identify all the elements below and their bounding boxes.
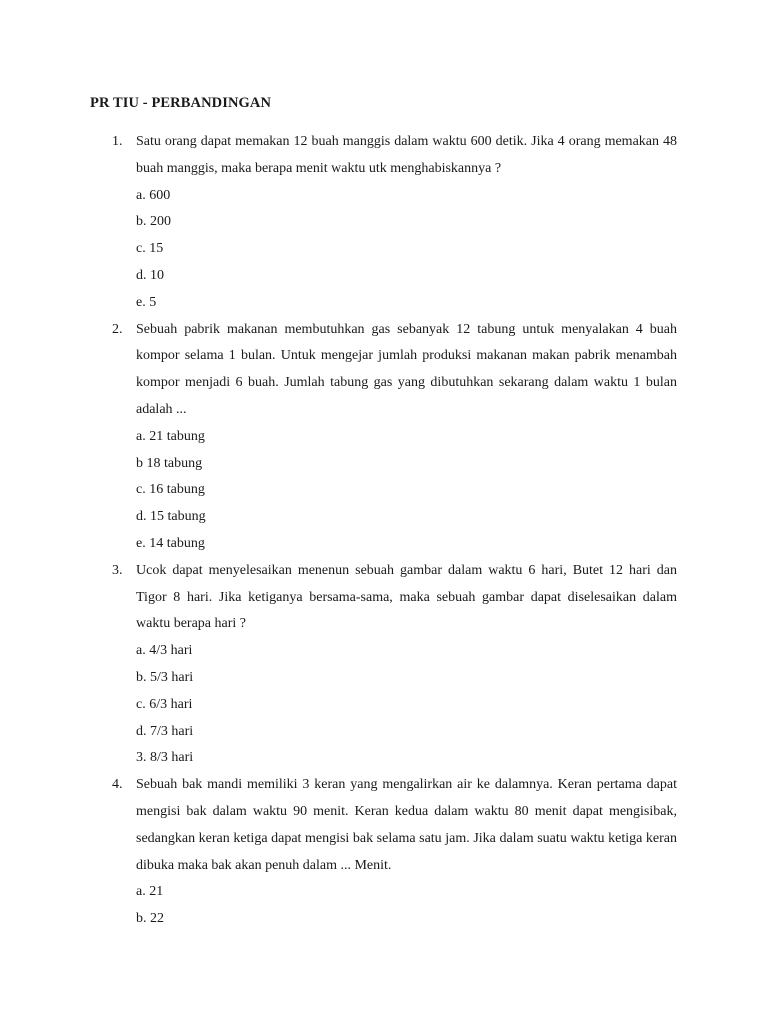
answer-option: d. 7/3 hari: [136, 723, 194, 739]
answer-option: c. 6/3 hari: [136, 696, 193, 712]
answer-option: d. 15 tabung: [136, 509, 206, 525]
question-number: 2.: [112, 321, 123, 337]
answer-options: [136, 424, 768, 558]
document-title: PR TIU - PERBANDINGAN: [90, 95, 272, 111]
answer-option: e. 14 tabung: [136, 535, 205, 551]
answer-option: c. 16 tabung: [136, 482, 205, 498]
question-text: Sebuah bak mandi memiliki 3 keran yang mengalirkan air ke dalamnya. Keran pertama dapat mengisi bak dalam waktu 90 menit. Keran kedua dalam waktu 80 menit dapat mengisibak, sedangkan keran ketiga dapat mengisi bak selama satu jam. Jika dalam suatu waktu ketiga keran dibuka maka bak akan penuh dalam ... Menit.: [136, 777, 677, 873]
answer-option: c. 15: [136, 241, 164, 257]
answer-option: b. 5/3 hari: [136, 669, 194, 685]
answer-option: a. 21 tabung: [136, 428, 205, 444]
answer-option: a. 600: [136, 187, 171, 203]
question-text: Satu orang dapat memakan 12 buah manggis dalam waktu 600 detik. Jika 4 orang memakan 48 buah manggis, maka berapa menit waktu utk menghabiskannya ?: [136, 134, 677, 176]
question-number: 1.: [112, 134, 123, 149]
question-item: [0, 129, 768, 317]
question-item: [0, 772, 768, 933]
answer-options: [136, 183, 768, 317]
answer-options: [136, 879, 768, 933]
answer-option: b 18 tabung: [136, 455, 203, 471]
answer-options: [136, 638, 768, 772]
question-item: [0, 317, 768, 558]
answer-option: e. 5: [136, 294, 157, 310]
answer-option: d. 10: [136, 267, 164, 283]
question-number: 3.: [112, 562, 123, 578]
question-text: Ucok dapat menyelesaikan menenun sebuah gambar dalam waktu 6 hari, Butet 12 hari dan Tigor 8 hari. Jika ketiganya bersama-sama, maka sebuah gambar dapat diselesaikan dalam waktu berapa hari ?: [136, 562, 677, 632]
question-list: [0, 129, 768, 933]
answer-option: 3. 8/3 hari: [136, 750, 194, 766]
question-item: [0, 558, 768, 772]
answer-option: b. 200: [136, 214, 171, 230]
answer-option: a. 21: [136, 884, 164, 900]
answer-option: a. 4/3 hari: [136, 643, 193, 659]
answer-option: b. 22: [136, 911, 164, 927]
question-number: 4.: [112, 777, 123, 793]
question-text: Sebuah pabrik makanan membutuhkan gas sebanyak 12 tabung untuk menyalakan 4 buah kompor selama 1 bulan. Untuk mengejar jumlah produksi makanan makan pabrik menambah kompor menjadi 6 buah. Jumlah tabung gas yang dibutuhkan sekarang dalam waktu 1 bulan adalah ...: [136, 321, 677, 417]
